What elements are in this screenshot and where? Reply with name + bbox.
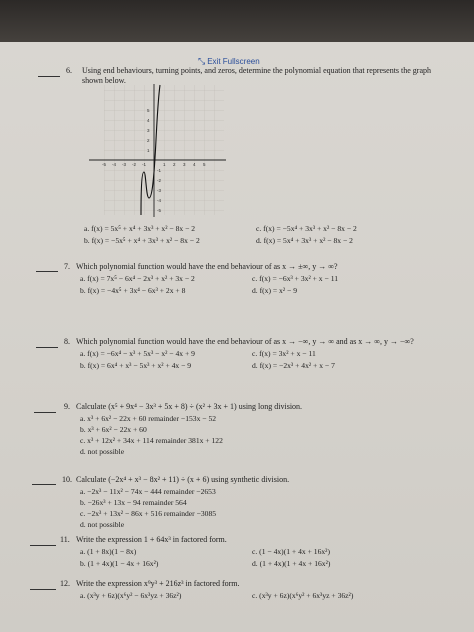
x-tick-label: -2 <box>132 162 137 167</box>
y-tick-label: -4 <box>157 198 162 203</box>
y-tick-label: 2 <box>147 138 150 143</box>
x-tick-label: 2 <box>173 162 176 167</box>
option-7d[interactable]: d. f(x) = x² − 9 <box>252 286 298 295</box>
option-8a[interactable]: a. f(x) = −6x⁴ − x³ + 5x³ − x² − 4x + 9 <box>80 349 195 358</box>
y-tick-label: 1 <box>147 148 150 153</box>
option-9b[interactable]: b. x³ + 6x² − 22x + 60 <box>80 425 147 434</box>
y-tick-label: -1 <box>157 168 162 173</box>
option-11c[interactable]: c. (1 − 4x)(1 + 4x + 16x²) <box>252 547 330 556</box>
option-9d[interactable]: d. not possible <box>80 447 125 456</box>
option-11b[interactable]: b. (1 + 4x)(1 − 4x + 16x²) <box>80 559 159 568</box>
question-12-text: Write the expression x⁹y³ + 216z³ in factored form. <box>76 579 240 588</box>
x-tick-label: -5 <box>102 162 107 167</box>
option-8b[interactable]: b. f(x) = 6x⁴ + x³ − 5x³ + x² + 4x − 9 <box>80 361 192 370</box>
option-7b[interactable]: b. f(x) = −4x⁵ + 3x⁴ − 6x³ + 2x + 8 <box>80 286 186 295</box>
question-7-number: 7. <box>64 262 70 271</box>
background-top <box>0 0 474 42</box>
polynomial-graph <box>84 80 229 220</box>
question-10-number: 10. <box>62 475 72 484</box>
option-6d[interactable]: d. f(x) = 5x⁴ + 3x³ + x² − 8x − 2 <box>256 236 353 245</box>
x-tick-label: 4 <box>193 162 196 167</box>
question-8-number: 8. <box>64 337 70 346</box>
question-12-number: 12. <box>60 579 70 588</box>
y-tick-label: 3 <box>147 128 150 133</box>
exit-fullscreen-icon: ⤡ <box>198 56 206 66</box>
y-tick-label: 4 <box>147 118 150 123</box>
option-9a[interactable]: a. x³ + 6x² − 22x + 60 remainder −153x − 52 <box>80 414 217 423</box>
question-6-text-cont: shown below. <box>82 76 126 85</box>
x-tick-label: 3 <box>183 162 186 167</box>
question-9-number: 9. <box>64 402 70 411</box>
answer-blank-11[interactable] <box>30 545 56 546</box>
x-tick-label: -4 <box>112 162 117 167</box>
x-tick-label: -1 <box>142 162 147 167</box>
option-10c[interactable]: c. −2x³ + 13x² − 86x + 516 remainder −3085 <box>80 509 217 518</box>
y-tick-label: 5 <box>147 108 150 113</box>
option-10d[interactable]: d. not possible <box>80 520 125 529</box>
option-6b[interactable]: b. f(x) = −5x⁵ + x⁴ + 3x³ + x² − 8x − 2 <box>84 236 200 245</box>
question-7-text: Which polynomial function would have the end behaviour of as x → ±∞, y → ∞? <box>76 262 338 271</box>
option-11d[interactable]: d. (1 + 4x)(1 + 4x + 16x²) <box>252 559 331 568</box>
question-11-number: 11. <box>60 535 70 544</box>
question-10-text: Calculate (−2x⁴ + x³ − 8x² + 11) ÷ (x + 6) using synthetic division. <box>76 475 290 484</box>
x-tick-label: -3 <box>122 162 127 167</box>
option-12a[interactable]: a. (x³y + 6z)(x⁶y² − 6x³yz + 36z²) <box>80 591 182 600</box>
question-6-text: Using end behaviours, turning points, and zeros, determine the polynomial equation that represents the graph <box>82 66 432 75</box>
option-9c[interactable]: c. x³ + 12x² + 34x + 114 remainder 381x + 122 <box>80 436 223 445</box>
answer-blank-9[interactable] <box>34 412 56 413</box>
answer-blank-8[interactable] <box>36 347 58 348</box>
answer-blank-7[interactable] <box>36 271 58 272</box>
option-10a[interactable]: a. −2x³ − 11x² − 74x − 444 remainder −2653 <box>80 487 216 496</box>
option-11a[interactable]: a. (1 + 8x)(1 − 8x) <box>80 547 137 556</box>
answer-blank-10[interactable] <box>32 484 56 485</box>
answer-blank-12[interactable] <box>30 589 56 590</box>
option-10b[interactable]: b. −26x³ + 13x − 94 remainder 564 <box>80 498 187 507</box>
answer-blank-6[interactable] <box>38 76 60 77</box>
y-tick-label: -5 <box>157 208 162 213</box>
x-tick-label: 1 <box>163 162 166 167</box>
option-7a[interactable]: a. f(x) = 7x⁵ − 6x⁴ − 2x³ + x² + 3x − 2 <box>80 274 195 283</box>
option-7c[interactable]: c. f(x) = −6x³ + 3x² + x − 11 <box>252 274 339 283</box>
question-6-number: 6. <box>66 66 72 75</box>
question-8-text: Which polynomial function would have the end behaviour of as x → −∞, y → ∞ and as x → ∞, y → −∞? <box>76 337 414 346</box>
question-11-text: Write the expression 1 + 64x³ in factored form. <box>76 535 227 544</box>
exit-fullscreen-label: Exit Fullscreen <box>207 57 260 66</box>
option-8d[interactable]: d. f(x) = −2x³ + 4x² + x − 7 <box>252 361 335 370</box>
graph-grid <box>104 85 224 215</box>
y-tick-label: -3 <box>157 188 162 193</box>
option-12c[interactable]: c. (x³y + 6z)(x⁶y² + 6x³yz + 36z²) <box>252 591 354 600</box>
question-9-text: Calculate (x⁵ + 9x⁴ − 3x³ + 5x + 8) ÷ (x² + 3x + 1) using long division. <box>76 402 303 411</box>
option-6a[interactable]: a. f(x) = 5x⁵ + x⁴ + 3x³ + x² − 8x − 2 <box>84 224 196 233</box>
x-tick-label: 5 <box>203 162 206 167</box>
option-6c[interactable]: c. f(x) = −5x⁴ + 3x³ + x² − 8x − 2 <box>256 224 357 233</box>
option-8c[interactable]: c. f(x) = 3x² + x − 11 <box>252 349 316 358</box>
y-tick-label: -2 <box>157 178 162 183</box>
